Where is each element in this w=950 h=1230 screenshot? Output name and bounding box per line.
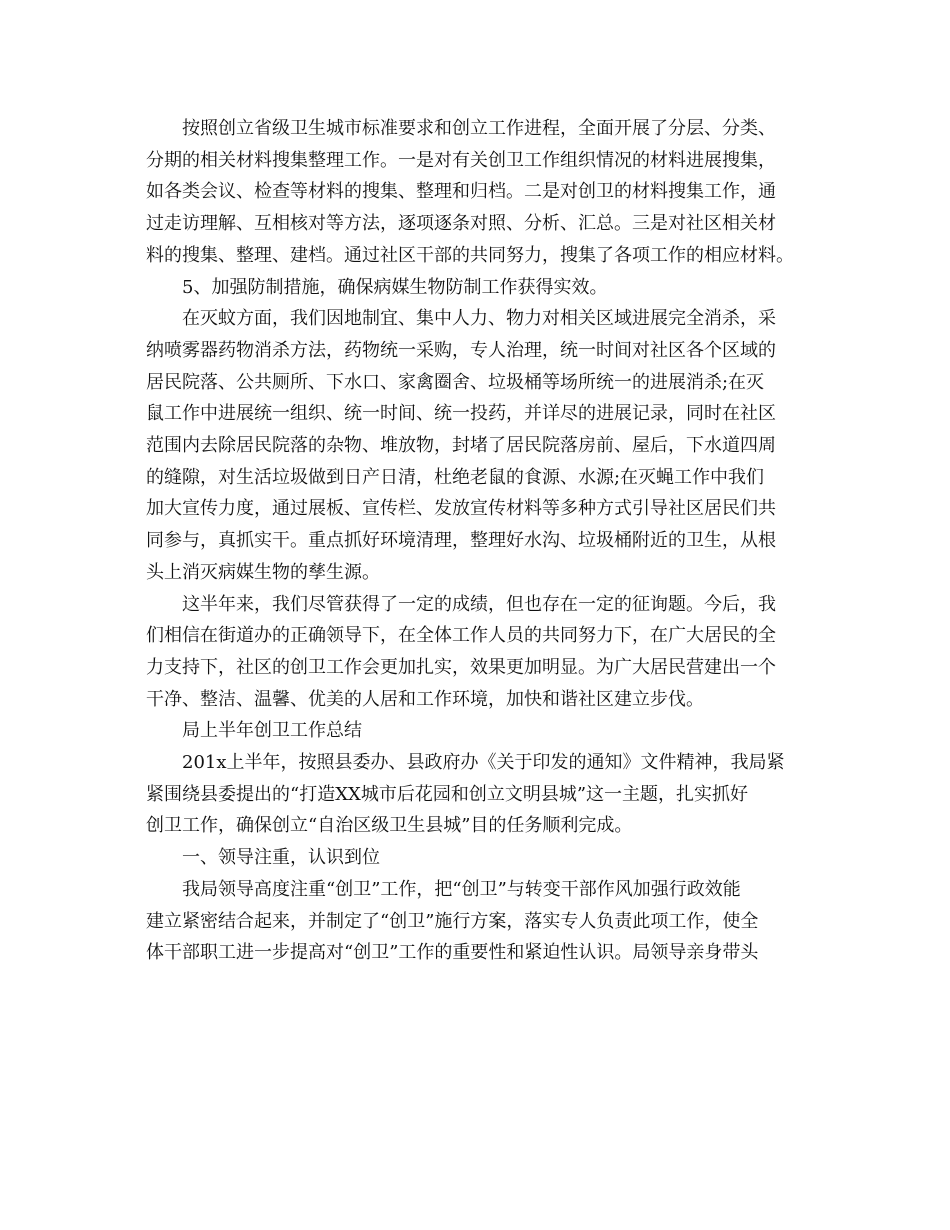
text-line: 的缝隙，对生活垃圾做到日产日清，杜绝老鼠的食源、水源;在灭蝇工作中我们: [146, 466, 765, 488]
text-line: 过走访理解、互相核对等方法，逐项逐条对照、分析、汇总。三是对社区相关材: [146, 213, 776, 235]
text-line: 我局领导高度注重“创卫”工作，把“创卫”与转变干部作风加强行政效能: [182, 878, 741, 900]
text-line: 5、加强防制措施，确保病媒生物防制工作获得实效。: [182, 276, 608, 298]
text-line: 纳喷雾器药物消杀方法，药物统一采购，专人治理，统一时间对社区各个区域的: [146, 339, 776, 361]
text-line: 如各类会议、检查等材料的搜集、整理和归档。二是对创卫的材料搜集工作，通: [146, 181, 776, 203]
text-line: 局上半年创卫工作总结: [182, 720, 362, 742]
paragraph: [146, 842, 810, 874]
text-line: 体干部职工进一步提高对“创卫”工作的重要性和紧迫性认识。局领导亲身带头: [146, 942, 759, 964]
text-line: 这半年来，我们尽管获得了一定的成绩，但也存在一定的征询题。今后，我: [182, 593, 776, 615]
text-line: 力支持下，社区的创卫工作会更加扎实，效果更加明显。为广大居民营建出一个: [146, 656, 776, 678]
text-line: 在灭蚊方面，我们因地制宜、集中人力、物力对相关区域进展完全消杀，采: [182, 308, 776, 330]
paragraph: [146, 272, 810, 304]
text-line: 同参与，真抓实干。重点抓好环境清理，整理好水沟、垃圾桶附近的卫生，从根: [146, 530, 776, 552]
document-page: [146, 113, 810, 969]
text-line: 料的搜集、整理、建档。通过社区干部的共同努力，搜集了各项工作的相应材料。: [146, 244, 794, 266]
text-line: 创卫工作，确保创立“自治区级卫生县城”目的任务顺利完成。: [146, 815, 633, 837]
text-line: 头上消灭病媒生物的孳生源。: [146, 561, 380, 583]
paragraph: [146, 113, 810, 272]
paragraph: [146, 715, 810, 747]
paragraph: [146, 589, 810, 716]
text-line: 建立紧密结合起来，并制定了“创卫”施行方案，落实专人负责此项工作，使全: [146, 910, 759, 932]
text-line: 干净、整洁、温馨、优美的人居和工作环境，加快和谐社区建立步伐。: [146, 688, 704, 710]
text-line: 一、领导注重，认识到位: [182, 847, 380, 869]
text-line: 鼠工作中进展统一组织、统一时间、统一投药，并详尽的进展记录，同时在社区: [146, 403, 776, 425]
paragraph: [146, 874, 810, 969]
paragraph: [146, 747, 810, 842]
text-line: 紧围绕县委提出的“打造XX城市后花园和创立文明县城”这一主题，扎实抓好: [146, 783, 749, 805]
text-line: 分期的相关材料搜集整理工作。一是对有关创卫工作组织情况的材料进展搜集，: [146, 149, 776, 171]
paragraph: [146, 303, 810, 588]
text-line: 居民院落、公共厕所、下水口、家禽圈舍、垃圾桶等场所统一的进展消杀;在灭: [146, 371, 765, 393]
text-line: 201x上半年，按照县委办、县政府办《关于印发的通知》文件精神，我局紧: [182, 752, 785, 774]
text-line: 范围内去除居民院落的杂物、堆放物，封堵了居民院落房前、屋后，下水道四周: [146, 435, 776, 457]
text-line: 按照创立省级卫生城市标准要求和创立工作进程，全面开展了分层、分类、: [182, 118, 776, 139]
text-line: 们相信在街道办的正确领导下，在全体工作人员的共同努力下，在广大居民的全: [146, 625, 776, 647]
text-line: 加大宣传力度，通过展板、宣传栏、发放宣传材料等多种方式引导社区居民们共: [146, 498, 776, 520]
